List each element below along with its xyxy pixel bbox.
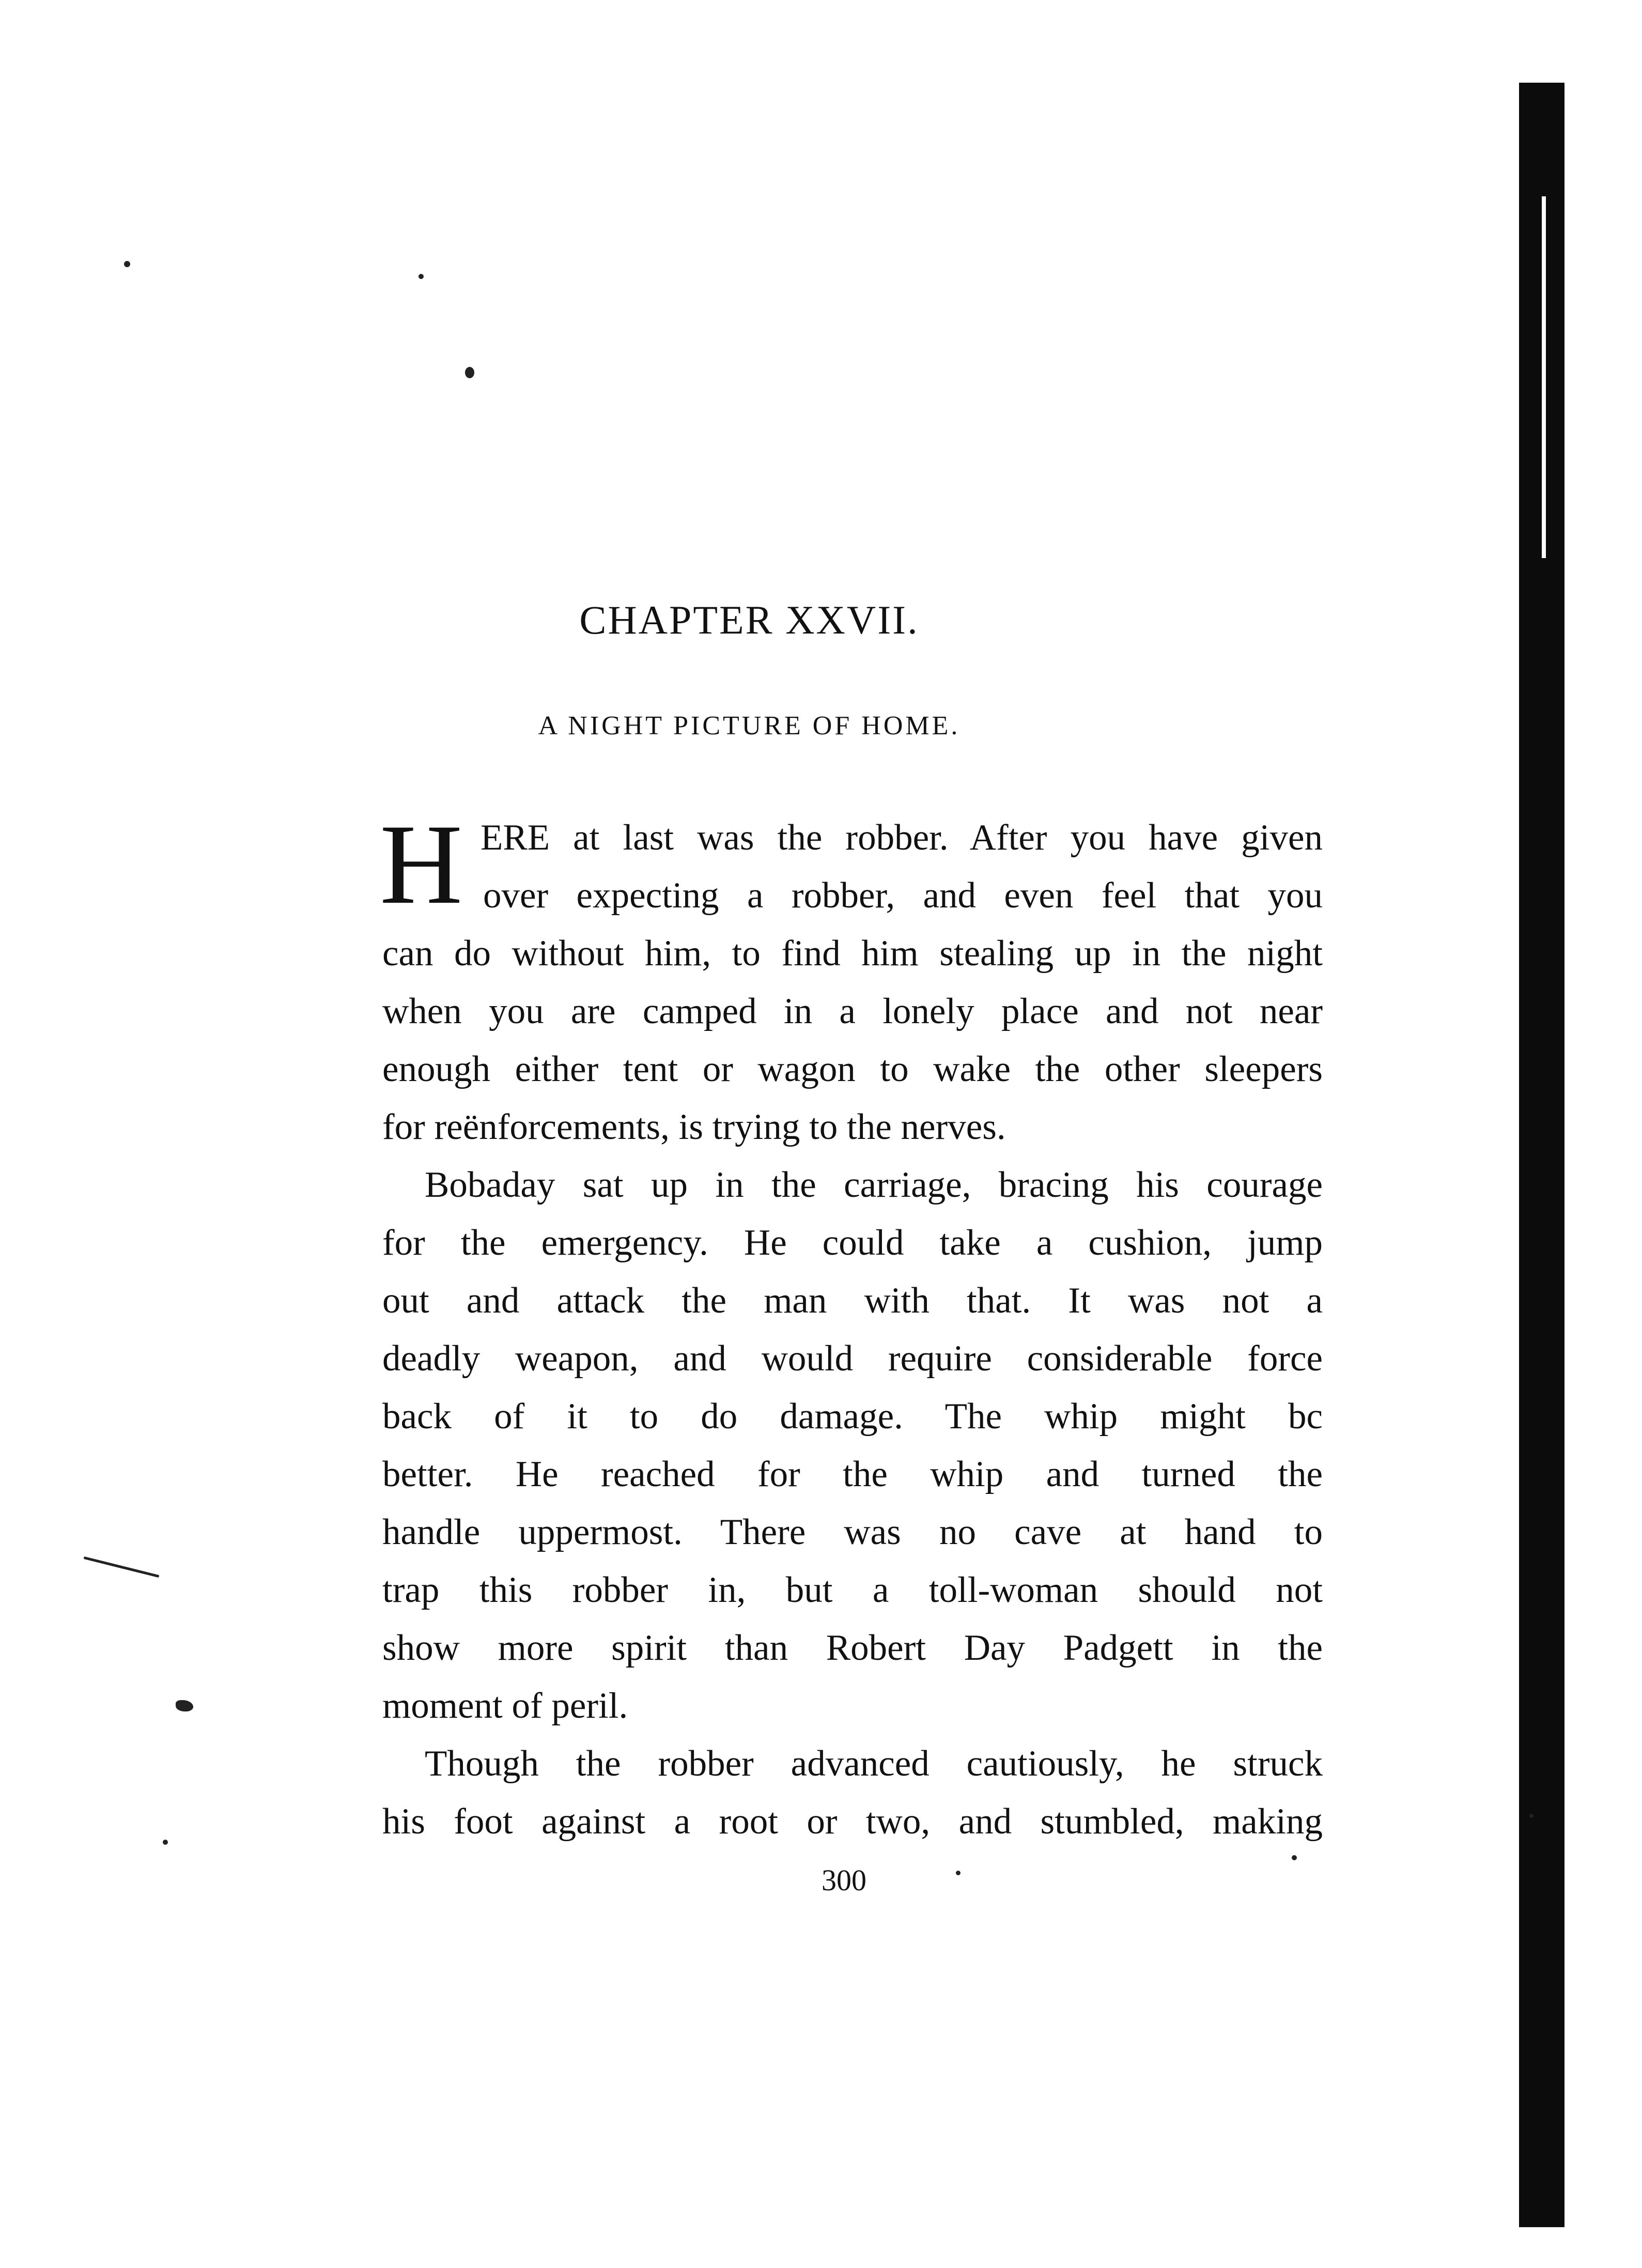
- text-line: out and attack the man with that. It was not a: [382, 1280, 1323, 1321]
- scan-speck: [419, 274, 424, 279]
- scan-speck: [124, 261, 130, 267]
- text-line: Bobaday sat up in the carriage, bracing his courage: [425, 1165, 1323, 1205]
- scan-speck: [956, 1871, 961, 1875]
- page-number: 300: [822, 1863, 866, 1897]
- paragraph: [382, 1156, 1323, 1735]
- text-line: better. He reached for the whip and turned the: [382, 1454, 1323, 1494]
- text-line: for reënforcements, is trying to the nerves.: [382, 1107, 1006, 1147]
- scan-speck: [176, 1700, 193, 1711]
- text-line: his foot against a root or two, and stumbled, making: [382, 1801, 1323, 1842]
- paragraph: [382, 1735, 1323, 1850]
- scan-speck: [84, 1556, 160, 1578]
- chapter-body: [380, 801, 1323, 1850]
- chapter-subtitle: A NIGHT PICTURE OF HOME.: [538, 711, 961, 740]
- text-line: show more spirit than Robert Day Padgett in the: [382, 1628, 1323, 1668]
- text-line: for the emergency. He could take a cushion, jump: [382, 1223, 1323, 1263]
- text-line: ERE at last was the robber. After you have given: [481, 817, 1323, 858]
- text-line: back of it to do damage. The whip might bc: [382, 1396, 1323, 1437]
- text-line: over expecting a robber, and even feel that you: [483, 875, 1323, 916]
- chapter-title: CHAPTER XXVII.: [579, 597, 919, 642]
- scan-speck: [465, 367, 474, 378]
- drop-cap: H: [380, 801, 463, 928]
- scan-speck: [163, 1840, 168, 1845]
- paragraph: [380, 801, 1323, 1156]
- text-line: Though the robber advanced cautiously, he struck: [425, 1744, 1323, 1784]
- book-binding-edge: [1519, 83, 1564, 2227]
- scan-speck: [1529, 1814, 1533, 1818]
- text-line: trap this robber in, but a toll-woman should not: [382, 1570, 1323, 1610]
- scan-speck: [1292, 1855, 1297, 1860]
- text-line: enough either tent or wagon to wake the other sleepers: [382, 1049, 1323, 1089]
- text-line: moment of peril.: [382, 1686, 628, 1726]
- text-line: can do without him, to find him stealing up in the night: [382, 933, 1323, 974]
- text-line: when you are camped in a lonely place and not near: [382, 991, 1323, 1031]
- text-line: deadly weapon, and would require considerable force: [382, 1338, 1323, 1379]
- text-line: handle uppermost. There was no cave at hand to: [382, 1512, 1323, 1552]
